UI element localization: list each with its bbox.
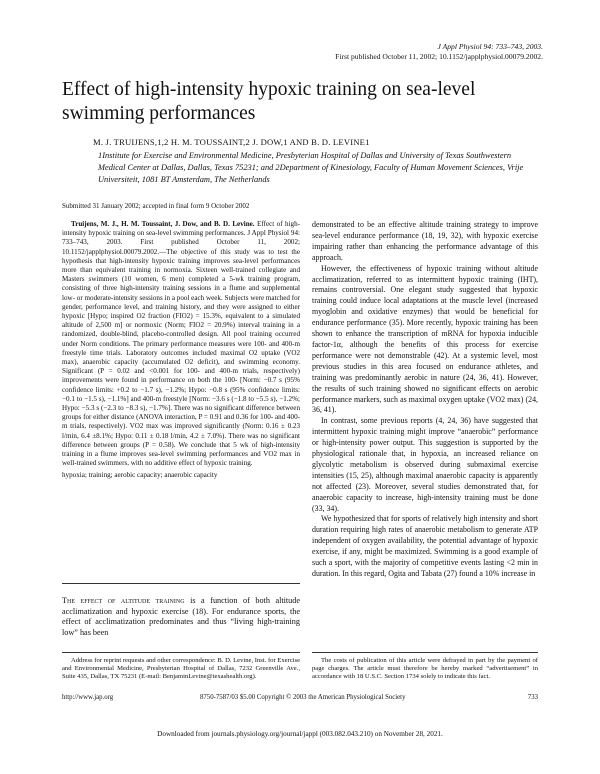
footnote-text: Address for reprint requests and other correspondence: B. D. Levine, Inst. for Exercise and Environmental Medicine, Presbyterian Hospital of Dallas, 7232 Greenville Ave., Suite 435, Dallas, TX 75231 (E-mail: BenjaminLevine@texashealth.org). — [62, 657, 300, 680]
footer-copyright: 8750-7587/03 $5.00 Copyright © 2003 the American Physiological Society — [200, 694, 406, 701]
paragraph: demonstrated to be an effective altitude training strategy to improve sea-level endurance performance (18, 19, 32), with hypoxic exercise impairing rather than enhancing the performance advantage of this approach. — [312, 220, 538, 262]
abstract — [62, 220, 300, 468]
affiliations: 1Institute for Exercise and Environmental Medicine, Presbyterian Hospital of Dallas and University of Texas Southwestern Medical Center at Dallas, Dallas, Texas 75231; and 2Department of Kinesiology, Faculty of Human Movement Sciences, Vrije Universiteit, 1081 BT Amsterdam, The Netherlands — [98, 151, 524, 185]
footer-url[interactable]: http://www.jap.org — [62, 694, 114, 701]
keywords: hypoxia; training; aerobic capacity; anaerobic capacity — [62, 471, 218, 480]
paragraph: We hypothesized that for sports of relatively high intensity and short duration requiring high rates of anaerobic metabolism to generate ATP independent of oxygen availability, the potential advantage of hypoxic exercise, if any, might be maximized. Swimming is a good example of such a sport, with the majority of competitive events lasting <2 min in duration. In this regard, Ogita and Tabata (27) found a 10% increase in — [312, 514, 538, 578]
footnote-text: The costs of publication of this article were defrayed in part by the payment of page charges. The article must therefore be hereby marked “advertisement” in accordance with 18 U.S.C. Section 1734 solely to indicate this fact. — [312, 657, 538, 680]
introduction — [62, 596, 300, 638]
published-line: First published October 11, 2002; 10.1152/japplphysiol.00079.2002. — [335, 52, 543, 61]
download-note: Downloaded from journals.physiology.org/journal/jappl (003.082.043.210) on November 28, 2021. — [157, 730, 443, 738]
page-number: 733 — [527, 694, 538, 701]
correspondence-footnote — [62, 657, 300, 681]
abstract-citation: Truijens, M. J., H. M. Toussaint, J. Dow, and B. D. Levine. — [71, 220, 255, 228]
received-dates: Submitted 31 January 2002; accepted in final form 9 October 2002 — [62, 202, 250, 210]
footnote-divider-left — [62, 652, 300, 653]
author-list: M. J. TRUIJENS,1,2 H. M. TOUSSAINT,2 J. DOW,1 AND B. D. LEVINE1 — [93, 137, 370, 147]
journal-header — [335, 42, 543, 62]
intro-lead: The effect of altitude training — [62, 596, 185, 605]
abstract-divider — [62, 583, 300, 584]
article-title: Effect of high-intensity hypoxic training on sea-level swimming performances — [62, 79, 476, 124]
publication-footnote — [312, 657, 538, 681]
left-column — [62, 220, 300, 481]
paragraph: However, the effectiveness of hypoxic training without altitude acclimatization, referred to as intermittent hypoxic training (IHT), remains controversial. One elegant study suggested that hypoxic training could induce local adaptations at the muscle level (increased myoglobin and oxidative enzymes) that would be beneficial for endurance performance (35). More recently, hypoxic training has been shown to enhance the transcription of mRNA for hypoxia inducible factor-1α, although the benefits of this process for exercise performance were not demonstrable (42). At a systemic level, most previous studies in this area focused on endurance athletes, and training was predominantly aerobic in nature (24, 36, 41). However, the results of such training showed no significant effects on aerobic performance markers, such as maximal oxygen uptake (VO2 max) (24, 36, 41). — [312, 263, 538, 415]
abstract-text: Effect of high-intensity hypoxic training on sea-level swimming performances. J Appl Physiol 94: 733–743, 2003. First published October 11, 2002; 10.1152/japplphysiol.00079.2002.—The objective of this study was to test the hypothesis that high-intensity hypoxic training improves sea-level performances more than equivalent training in normoxia. Sixteen well-trained collegiate and Masters swimmers (10 women, 6 men) completed a 5-wk training program, consisting of three high-intensity training sessions in a flume and supplemental low- or moderate-intensity sessions in a pool each week. Subjects were matched for gender, performance level, and training history, and they were assigned to either hypoxic [Hypo; inspired O2 fraction (FIO2) = 15.3%, equivalent to a simulated altitude of 2,500 m] or normoxic (Norm; FIO2 = 20.9%) interval training in a randomized, double-blind, placebo-controlled design. All pool training occurred under Norm conditions. The primary performance measures were 100- and 400-m freestyle time trials. Laboratory outcomes included maximal O2 uptake (VO2 max), anaerobic capacity (accumulated O2 deficit), and swimming economy. Significant (P = 0.02 and <0.001 for 100- and 400-m trials, respectively) improvements were found in performance on both the 100- [Norm: −0.7 s (95% confidence limits: +0.2 to −1.7 s), −1.2%; Hypo: −0.8 s (95% confidence limits: −0.1 to −1.5 s), −1.1%] and 400-m freestyle [Norm: −3.6 s (−1.8 to −5.5 s), −1.2%; Hypo: −5.3 s (−2.3 to −8.3 s), −1.7%]. There was no significant difference between groups for either distance (ANOVA interaction, P = 0.91 and 0.36 for 100- and 400-m trials, respectively). VO2 max was improved significantly (Norm: 0.16 ± 0.23 l/min, 6.4 ±8.1%; Hypo: 0.11 ± 0.18 l/min, 4.2 ± 7.0%). There was no significant difference between groups (P = 0.58). We conclude that 5 wk of high-intensity training in a flume improves sea-level swimming performances and VO2 max in well-trained swimmers, with no additive effect of hypoxic training. — [62, 220, 300, 468]
right-column — [312, 220, 538, 580]
intro-text: is a function of both altitude acclimatization and hypoxic exercise (18). For endurance sports, the effect of acclimatization predominates and thus “living high-training low” has been — [62, 596, 300, 637]
journal-citation: J Appl Physiol 94: 733–743, 2003. — [437, 42, 543, 51]
paragraph: In contrast, some previous reports (4, 24, 36) have suggested that intermittent hypoxic training might improve “anaerobic” performance or high-intensity power output. This suggestion is supported by the physiological rationale that, in hypoxia, an increased reliance on glycolytic metabolism is observed during submaximal exercise intensities (15, 25), although maximal anaerobic capacity is apparently not affected (23). Moreover, several studies demonstrated that, for anaerobic capacity to increase, high-intensity training must be done (33, 34). — [312, 416, 538, 513]
footnote-divider-right — [312, 652, 538, 653]
